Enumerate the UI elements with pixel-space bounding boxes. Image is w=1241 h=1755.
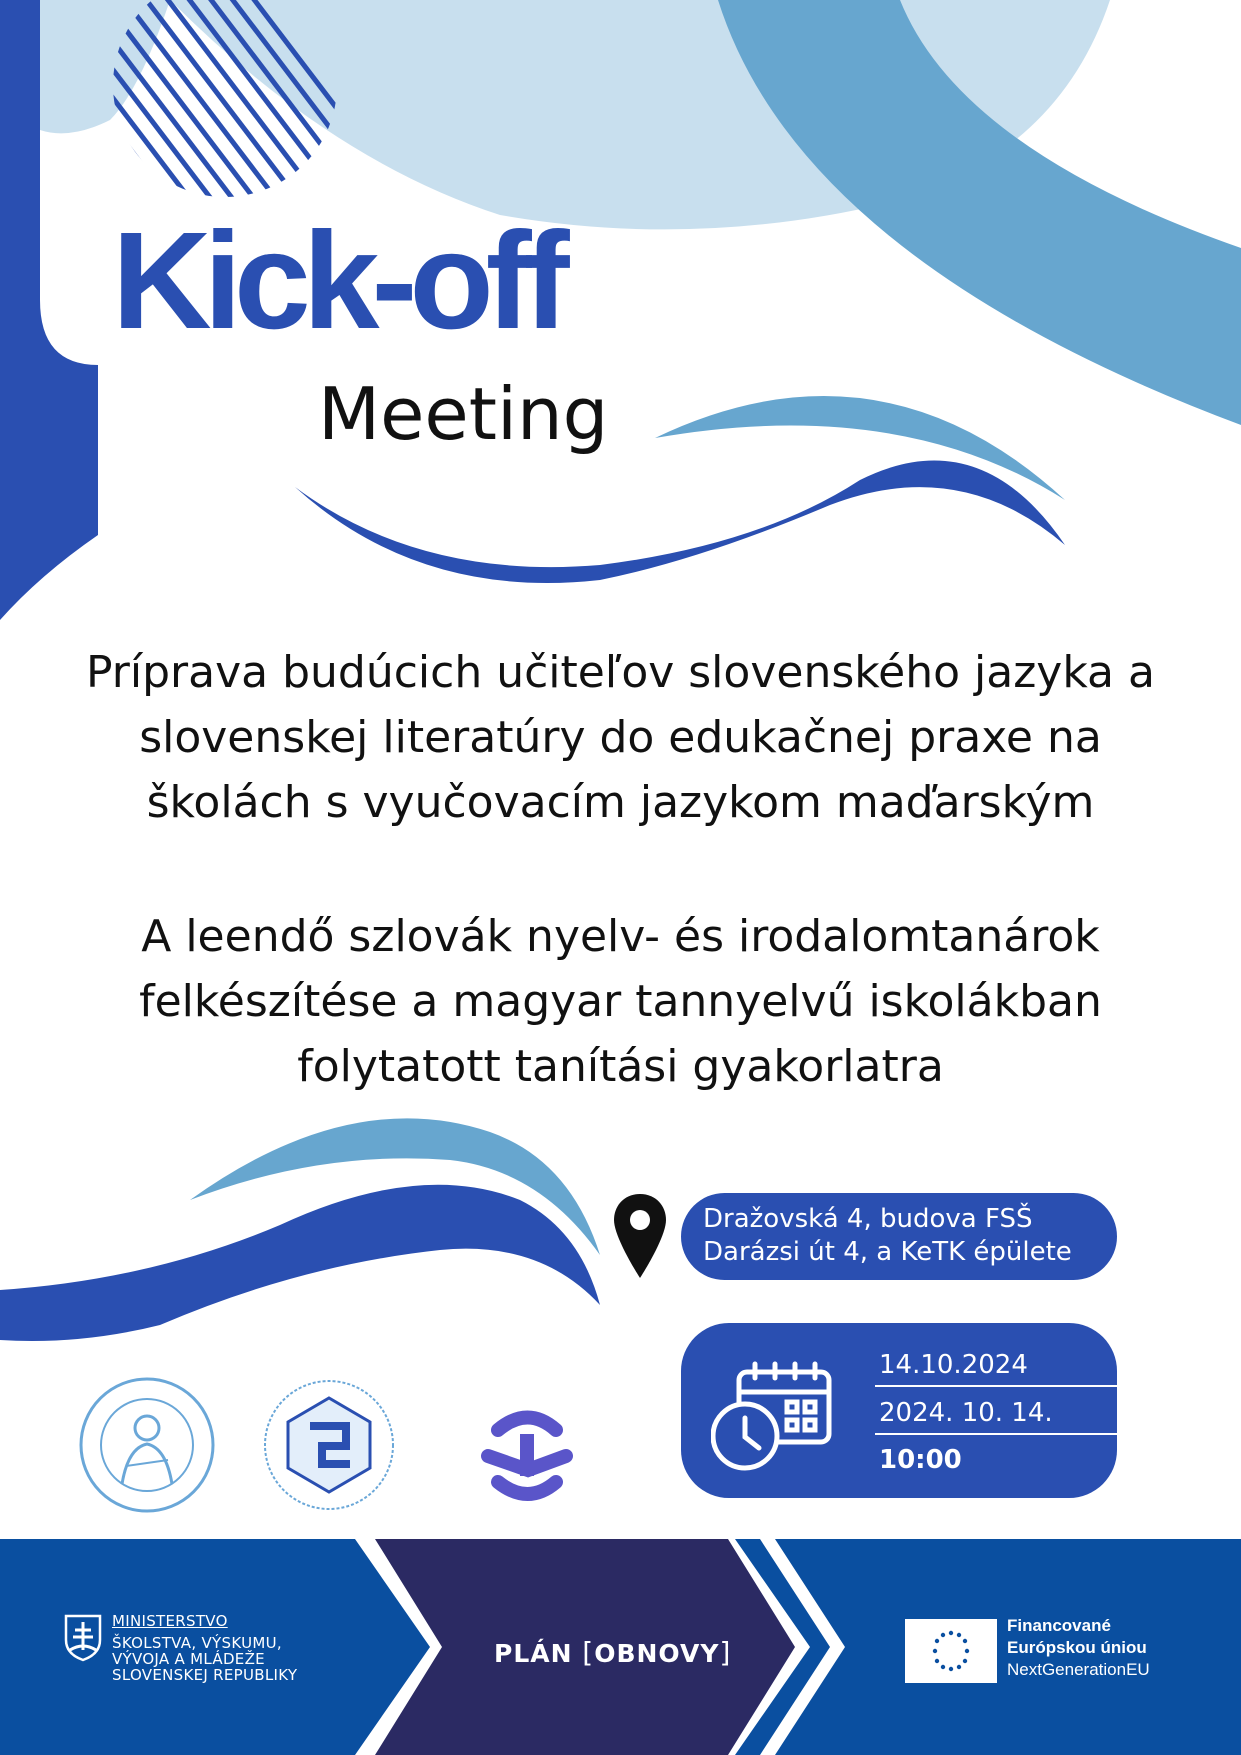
slovak-line: Príprava budúcich učiteľov slovenského jazyka a bbox=[86, 647, 1155, 698]
eu-line: Európskou úniou bbox=[1007, 1638, 1147, 1657]
divider bbox=[875, 1433, 1117, 1435]
ministry-name bbox=[112, 1613, 297, 1683]
eu-flag-icon bbox=[905, 1619, 997, 1683]
plan-word: PLÁN bbox=[494, 1639, 573, 1668]
slovak-line: slovenskej literatúry do edukačnej praxe na bbox=[139, 712, 1102, 763]
eu-funding-text bbox=[1007, 1615, 1150, 1681]
faculty-seal-logo bbox=[262, 1378, 396, 1512]
datetime-box bbox=[681, 1323, 1117, 1498]
bracket-left-icon: [ bbox=[582, 1636, 595, 1669]
university-seal-logo bbox=[78, 1376, 216, 1514]
location-line-sk: Dražovská 4, budova FSŠ bbox=[703, 1204, 1033, 1234]
slovak-line: školách s vyučovacím jazykom maďarským bbox=[146, 777, 1095, 828]
project-logo bbox=[468, 1410, 586, 1502]
title-meeting: Meeting bbox=[318, 372, 609, 456]
hungarian-description bbox=[40, 904, 1201, 1099]
ministry-line: SLOVENSKEJ REPUBLIKY bbox=[112, 1666, 298, 1684]
hungarian-line: folytatott tanítási gyakorlatra bbox=[297, 1041, 944, 1092]
bracket-right-icon: ] bbox=[719, 1636, 732, 1669]
ministry-line: MINISTERSTVO bbox=[112, 1612, 228, 1630]
obnovy-word: OBNOVY bbox=[594, 1639, 720, 1668]
ministry-line: ŠKOLSTVA, VÝSKUMU, bbox=[112, 1634, 282, 1652]
location-pin-icon bbox=[612, 1192, 668, 1280]
plan-obnovy-logo bbox=[494, 1636, 731, 1669]
date-sk: 14.10.2024 bbox=[879, 1350, 1028, 1380]
location-box bbox=[681, 1193, 1117, 1280]
ministry-line: VÝVOJA A MLÁDEŽE bbox=[112, 1650, 265, 1668]
slovak-description bbox=[40, 640, 1201, 835]
slovak-coat-of-arms-icon bbox=[64, 1614, 102, 1662]
eu-line: Financované bbox=[1007, 1616, 1111, 1635]
location-line-hu: Darázsi út 4, a KeTK épülete bbox=[703, 1237, 1072, 1267]
hungarian-line: felkészítése a magyar tannyelvű iskolákban bbox=[139, 976, 1102, 1027]
divider bbox=[875, 1385, 1117, 1387]
title-kickoff: Kick-off bbox=[112, 204, 562, 358]
hungarian-line: A leendő szlovák nyelv- és irodalomtanárok bbox=[141, 911, 1100, 962]
date-hu: 2024. 10. 14. bbox=[879, 1398, 1053, 1428]
time: 10:00 bbox=[879, 1445, 962, 1475]
calendar-clock-icon bbox=[711, 1358, 836, 1473]
eu-line: NextGenerationEU bbox=[1007, 1660, 1150, 1679]
